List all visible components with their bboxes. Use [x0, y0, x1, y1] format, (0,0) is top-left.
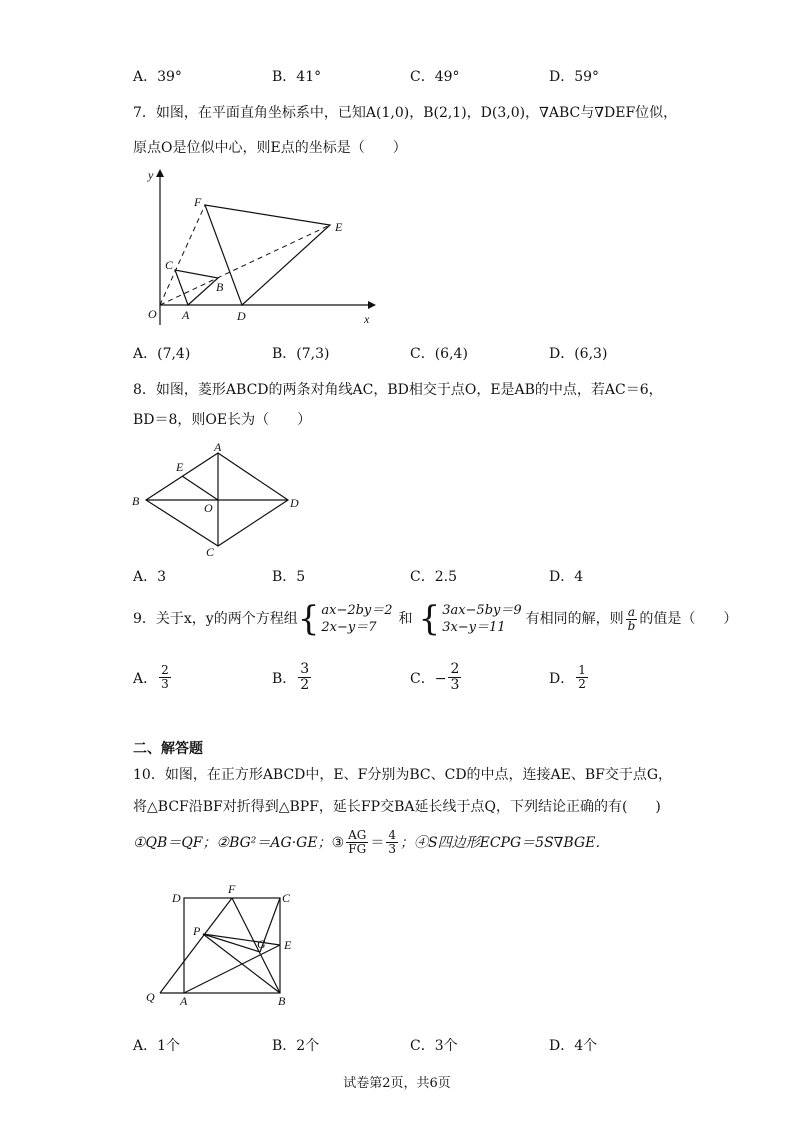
label-f: F [228, 882, 236, 896]
section-title: 二、解答题 [133, 741, 203, 757]
label-d: D [172, 891, 181, 905]
q9-option-c-label: C．− [410, 670, 447, 687]
q10-option-c: C．3个 [410, 1038, 458, 1054]
q9-mid: 和 [398, 611, 413, 627]
q9-option-a-num: 2 [161, 663, 169, 677]
q8-stem-line2: BD＝8，则OE长为（ ） [133, 412, 312, 428]
label-c: C [165, 258, 174, 272]
label-o: O [204, 501, 213, 515]
page-footer: 试卷第2页，共6页 [343, 1076, 451, 1091]
label-d: D [290, 496, 299, 510]
q9-option-c-num: 2 [450, 661, 460, 677]
q9-option-c [410, 662, 463, 693]
q9-sys1-eq2: 2x−y＝7 [321, 620, 377, 635]
q10-conclusion-2: ②BG²＝AG·GE； [216, 834, 332, 851]
y-axis-arrow [156, 169, 164, 177]
label-x: x [364, 312, 370, 326]
q9-fraction-a-over-b [626, 606, 638, 633]
q10-conclusion-3-prefix: ③ [331, 834, 345, 851]
q9-option-b [272, 662, 313, 693]
q9-system-1: { ax−2by＝2 2x−y＝7 [297, 599, 393, 639]
q10-frac-ag-fg [346, 829, 368, 856]
q6-option-c: C．49° [410, 69, 460, 85]
label-e: E [284, 938, 292, 952]
label-p: P [193, 924, 201, 938]
q6-option-a: A．39° [133, 69, 182, 85]
label-b: B [278, 994, 286, 1008]
q7-option-c: C．(6,4) [410, 346, 468, 362]
q9-sys2-eq1: 3ax−5by＝9 [442, 603, 522, 618]
q10-conclusion-1: ①QB＝QF； [133, 834, 217, 851]
q10-conclusion-4: ；④S四边形ECPG＝5S∇BGE． [400, 834, 610, 851]
label-d: D [237, 309, 246, 323]
label-e: E [335, 220, 343, 234]
q10-conclusions [133, 829, 609, 856]
q8-option-b: B．5 [272, 569, 306, 585]
label-e: E [176, 460, 184, 474]
x-axis-arrow [368, 301, 376, 309]
q8-figure [128, 438, 308, 558]
q9-option-a-den: 3 [161, 677, 169, 691]
label-a: A [180, 994, 188, 1008]
label-y: y [148, 168, 154, 182]
q10-option-d: D．4个 [549, 1038, 598, 1054]
q9-option-c-den: 3 [450, 677, 460, 693]
q9-suffix1: 有相同的解，则 [525, 611, 624, 627]
ray-ob-e [160, 225, 330, 305]
q9-option-b-den: 2 [300, 677, 310, 693]
q9-stem [133, 599, 738, 639]
q7-figure [130, 165, 390, 330]
q8-option-a: A．3 [133, 569, 167, 585]
label-a: A [182, 308, 190, 322]
q10-frac-fg: FG [348, 842, 367, 856]
label-b: B [132, 494, 140, 508]
q8-option-c: C．2.5 [410, 569, 457, 585]
q10-figure [140, 878, 310, 1008]
q10-equals: ＝ [370, 834, 385, 851]
q9-option-b-label: B． [272, 670, 297, 687]
segment-qf [160, 898, 232, 993]
q9-prefix: 9．关于x，y的两个方程组 [133, 611, 298, 627]
q8-option-d: D．4 [549, 569, 584, 585]
q10-stem-line1: 10．如图，在正方形ABCD中，E、F分别为BC、CD的中点，连接AE、BF交于点G， [133, 767, 673, 783]
q7-stem-line1: 7．如图，在平面直角坐标系中，已知A(1,0)，B(2,1)，D(3,0)，∇ABC与∇DEF位似， [133, 105, 678, 121]
triangle-def [205, 205, 330, 305]
q9-option-d-label: D． [549, 670, 575, 687]
q10-frac-4: 4 [388, 828, 397, 842]
q9-option-d [549, 664, 590, 691]
label-c: C [282, 891, 291, 905]
q6-option-b: B．41° [272, 69, 322, 85]
q8-stem-line1: 8．如图，菱形ABCD的两条对角线AC，BD相交于点O，E是AB的中点，若AC＝6， [133, 382, 663, 398]
label-b: B [216, 280, 224, 294]
q10-option-b: B．2个 [272, 1038, 320, 1054]
label-o: O [148, 307, 157, 321]
q7-option-a: A．(7,4) [133, 346, 191, 362]
q9-sys2-eq2: 3x−y＝11 [442, 620, 506, 635]
q7-stem-line2: 原点O是位似中心，则E点的坐标是（ ） [133, 140, 407, 156]
q9-sys1-eq1: ax−2by＝2 [321, 603, 393, 618]
label-c: C [206, 545, 215, 558]
q6-option-d: D．59° [549, 69, 600, 85]
q9-frac-den: b [627, 618, 636, 633]
q10-frac-4-3 [386, 829, 398, 856]
q10-frac-ag: AG [348, 828, 367, 842]
q9-option-a [133, 664, 173, 691]
q7-option-d: D．(6,3) [549, 346, 608, 362]
label-g: G [257, 937, 266, 951]
q9-suffix2: 的值是（ ） [639, 611, 738, 627]
segment-oe [182, 476, 218, 500]
q10-frac-3: 3 [388, 842, 397, 856]
label-f: F [194, 195, 202, 209]
segment-ae [184, 945, 280, 993]
q9-option-b-num: 3 [300, 661, 310, 677]
label-a: A [214, 440, 222, 454]
q10-option-a: A．1个 [133, 1038, 181, 1054]
q10-stem-line2: 将△BCF沿BF对折得到△BPF，延长FP交BA延长线于点Q，下列结论正确的有( ) [133, 799, 661, 815]
q7-option-b: B．(7,3) [272, 346, 330, 362]
q9-option-a-label: A． [133, 670, 158, 687]
label-q: Q [146, 990, 155, 1004]
q9-system-2: { 3ax−5by＝9 3x−y＝11 [418, 599, 522, 639]
q9-frac-num: a [627, 604, 636, 619]
q9-option-d-den: 2 [578, 677, 586, 691]
q9-option-d-num: 1 [578, 663, 586, 677]
